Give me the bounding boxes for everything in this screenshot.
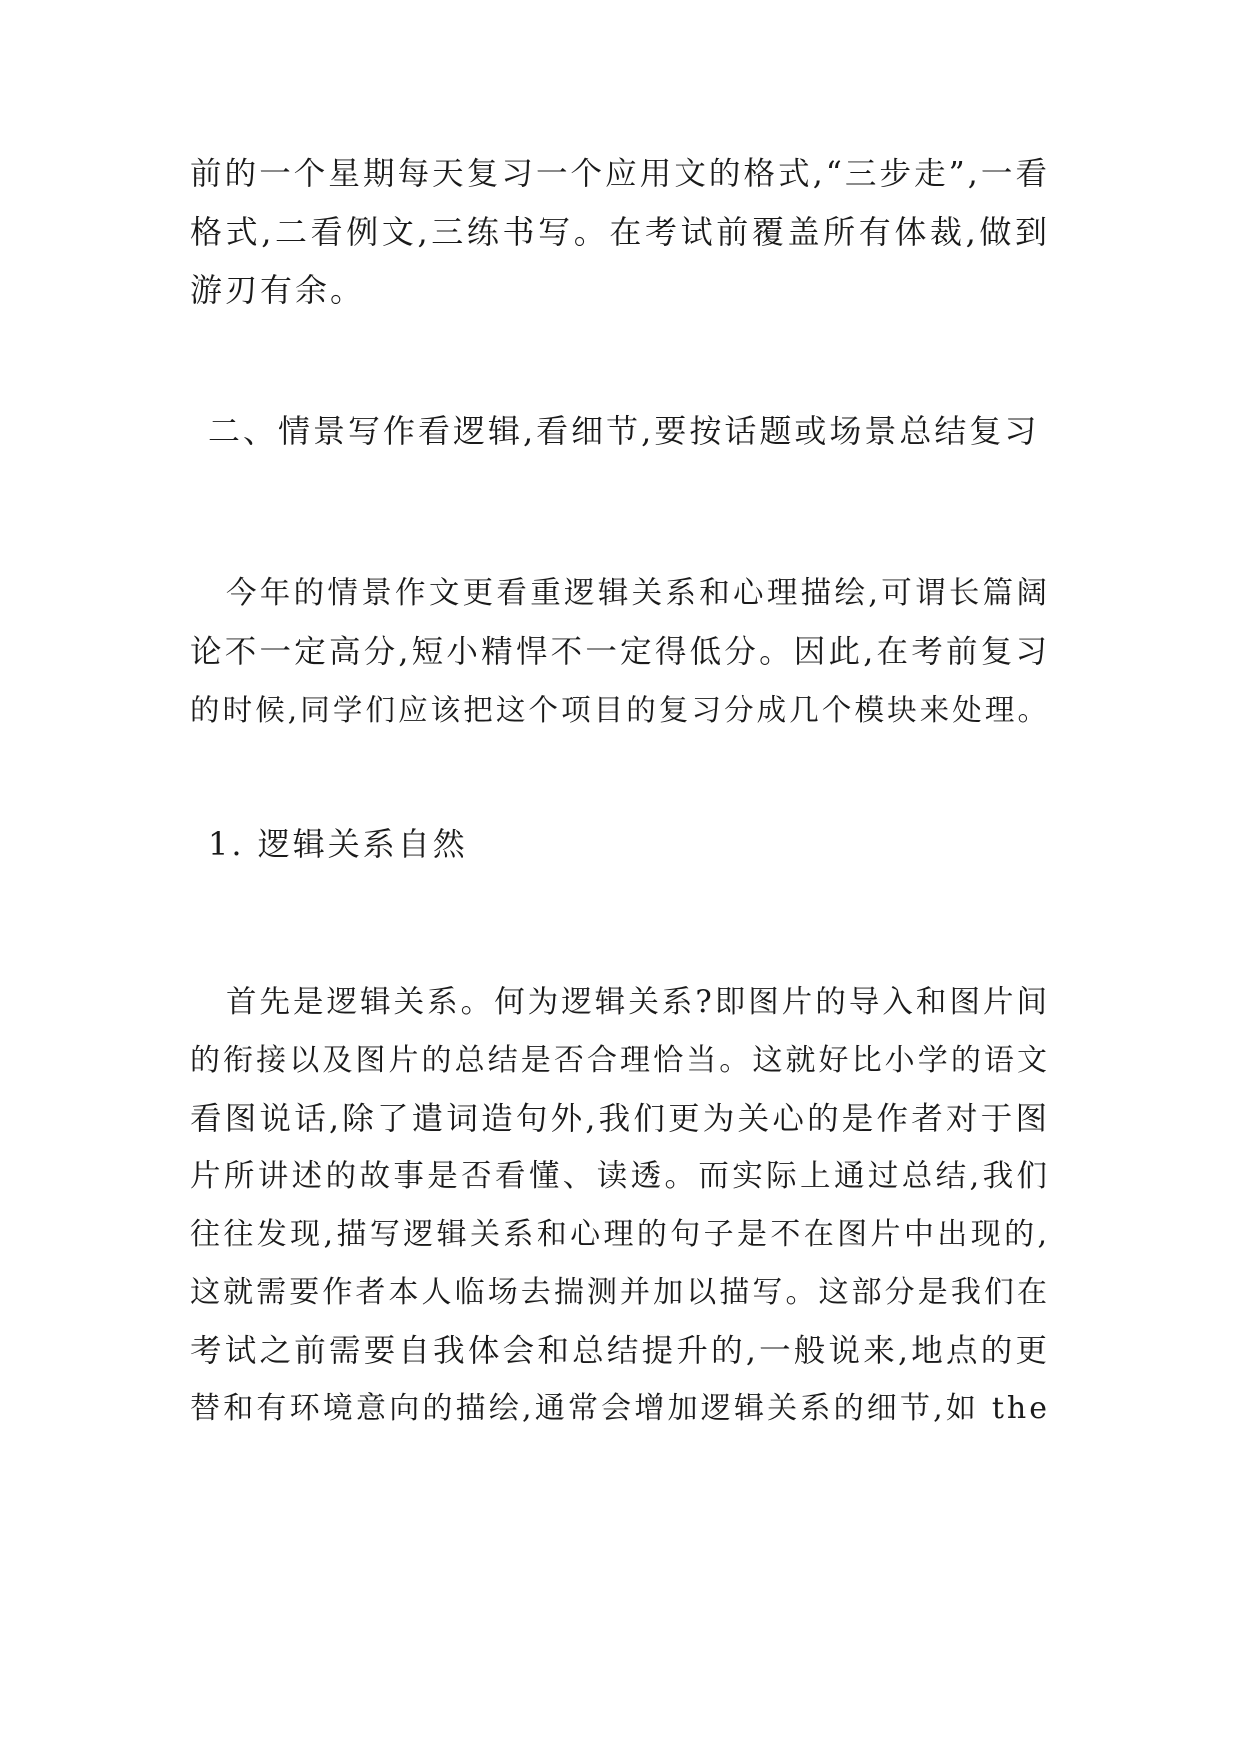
text-line: 的时候,同学们应该把这个项目的复习分成几个模块来处理。: [190, 693, 1050, 727]
text-line: 片所讲述的故事是否看懂、读透。而实际上通过总结,我们: [190, 1159, 1050, 1194]
text-line: 往往发现,描写逻辑关系和心理的句子是不在图片中出现的,: [190, 1217, 1050, 1252]
text-line: 的衔接以及图片的总结是否合理恰当。这就好比小学的语文: [190, 1043, 1050, 1078]
text-line: 今年的情景作文更看重逻辑关系和心理描绘,可谓长篇阔: [226, 576, 1050, 611]
paragraph-format-review: [190, 145, 1050, 319]
text-line: 论不一定高分,短小精悍不一定得低分。因此,在考前复习: [190, 634, 1050, 670]
text-line: 首先是逻辑关系。何为逻辑关系?即图片的导入和图片间: [226, 985, 1050, 1020]
text-line: 考试之前需要自我体会和总结提升的,一般说来,地点的更: [190, 1333, 1050, 1369]
paragraph-logic-relations: [190, 974, 1050, 1438]
text-line: 游刃有余。: [190, 271, 366, 309]
text-line: 这就需要作者本人临场去揣测并加以描写。这部分是我们在: [190, 1275, 1050, 1310]
text-line: 前的一个星期每天复习一个应用文的格式,“三步走”,一看: [190, 156, 1050, 192]
text-line: 看图说话,除了遣词造句外,我们更为关心的是作者对于图: [190, 1101, 1050, 1137]
paragraph-scenario-intro: [190, 565, 1050, 739]
text-line: 替和有环境意向的描绘,通常会增加逻辑关系的细节,如 the: [190, 1391, 1050, 1426]
subsection-heading-logic: 1. 逻辑关系自然: [208, 825, 468, 863]
text-line: 格式,二看例文,三练书写。在考试前覆盖所有体裁,做到: [190, 213, 1050, 251]
section-heading-scenario-writing: 二、情景写作看逻辑,看细节,要按话题或场景总结复习: [208, 412, 1040, 450]
